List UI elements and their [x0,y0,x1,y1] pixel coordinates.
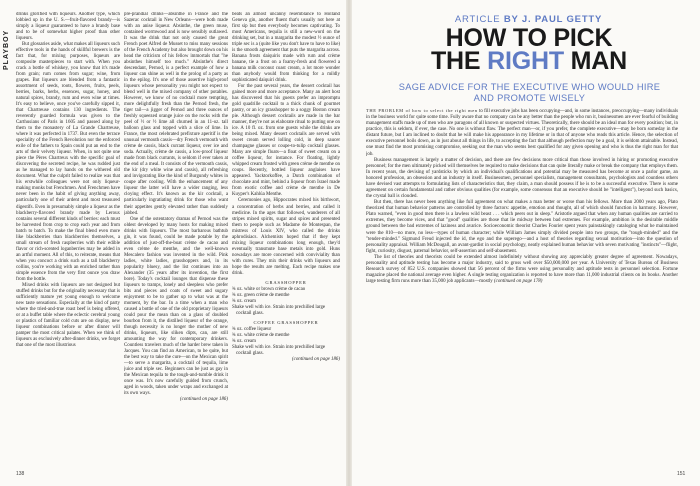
continued-note: (continued on page 178) [494,279,543,285]
paragraph: pre-prandial drinks—absinthe in France and the Sazerac cocktail in New Orleans—were both made with an anise liqueur. Absinthe, the green muse, contained wormwood and is now sensibly outlawed. It was the drink that not only caused the great French poet Alfred de Musset to miss many sessions of the French Academy but also brought down on his head the criticism of his fellow immortals that "he absinthes himself too much." Absinthe's direct descendant, Pernod, is a perfect example of how a liqueur can shine as well in the prolog of a party as in the epilog. It's one of those assertive high-proof liqueurs whose personality you might not expect to blend well in the mixed company of other potables. However, we know of no cocktail more tempting, more delightfully fresh than the Pernod fresh, the tiger tail—a jigger of Pernod and three ounces of freshly squeezed orange juice on the rocks with the peel of ½ or ½ lime all churned in an 11-oz. tall balloon glass and topped with a slice of lime. In France, the most celebrated prefixture aperitif is the unusual vermouth cassis—dry French vermouth with crème de cassis, black currant liqueur, over ice and soda. Actually, crème de cassis, a low-proof liqueur made from black currants, is seldom if ever taken at the end of a meal. It consists of the vermouth cassis, the kir (dry white wine and cassis), all refreshing and invigorating like the kind of Burgundy whites in coupe after cooling. With the enhancement of any liqueur the latter will have a wider ranging, less cloying effect. It's known as the kir cocktail, a particularly ingratiating drink for those who want their appetites gently elevated rather than suddenly jabbed. [124,12,228,216]
headline [384,24,674,75]
page-gutter [346,0,352,486]
headline-line-2 [384,47,674,75]
page-number-left: 138 [16,471,25,477]
page-number-right: 151 [677,471,686,477]
headline-line-1: HOW TO PICK [445,24,613,52]
recipe-item: ¾ oz. white or brown crème de cacao [232,286,306,292]
left-column-2 [124,12,228,464]
continued-note: (continued on page 186) [180,397,228,402]
recipe-coffee-grasshopper [232,320,340,357]
recipe-item: ¾ oz. coffee liqueur [232,326,272,332]
paragraph: For the past several years, the dessert cocktail has gained more and more acceptance. Many an alert host has discovered that his guests prefer an impromptu gold quadrille cocktail to a thick chunk of gourmet pastry, or an icy grasshopper to a soggy Boston cream pie. Although dessert cocktails are made in the bar manner, they're not as elaborate ritual to putting one on ice. A 10 fl. oz. from one guests while the drinks are being mixed. Many dessert cocktails are served with sweet cream served lolling cold, in deep saucer champagne glasses or coupe-to-tulip cocktail glasses. Many are simple floats—a float of sweet cream on a coffee liqueur, for instance. For floating, lightly whipped cream frosted with green crème de menthe on coups. Recently, bottled liqueur anglaises have appeared. Yacktorkoffee, a Dutch combination of chocolate and mint, behind a liqueur from Israel made from exotic coffee and crème de menthe in De Kuyper's Kahlúa Menthe. [232,84,340,198]
lead-smallcaps: THE PROBLEM of how to select the right men [366,108,478,113]
recipe-grasshopper [232,280,340,317]
paragraph: beats an almost uncanny resemblance to Holland Geneva gin, another fluent that's usually not here at first sip but then everybody becomes captivating. To most Americans, tequila is still a new-word on the drinking set, but in a margarita the modest ½ ounce of triple sec is a (quite like you don't have to have to like) is the smooth agreement that puts the margarita across. Banana frosts daiquiris made with rum and crème banane, tie a frost on a foamy-fresh and flowered a banana milk coconut coast cream, a lot more wonder than anybody would from thinking for a mildly sophisticated daiquiri drink. [232,12,340,84]
running-head: PLAYBOY [3,29,10,71]
headline-post: MAN [563,47,628,75]
paragraph: But glossaries aside, what makes all liqueurs such effective tools in the hands of skillful brewers is the fact that, for mixing purposes, liqueurs are composite masterpieces to start with. When you crack a bottle of whiskey, you know that it's made from grain; rum comes from sugar; wine, from grapes. But liqueurs are blended from a fantastic assortment of seeds, roots, flowers, fruits, peels, berries, barks, herbs, essences, sugar, honey, and natural spices, brandy, rum and even wine at times. It's easy to believe, once you've carefully sipped it, that Chartreuse contains 130 ingredients. The reverently guarded formula was given to the Carthusians of Paris in 1605 and passed along by them to the monastery of La Grande Chartreuse, where it was perfected in 1737. But even the terrace speciality of the French Revolution nor the enforced exile of the fathers to Spain could put an end to the arts of their velvety liqueur. When, in not quite one piece the Pères Chartreux with the specific goal of discovering the secreted recipe, he was rudded just as he managed to lay hands on the withered old document. What the culprit failed to realize was that his erstwhile colleagues were not only liqueur-making monks but Frenchmen. And Frenchmen have never been in the habit of giving anything away, particularly one of their ardent and most treasured digestifs. Even in presumably simple a liqueur as the blackberry-flavored brandy made by Leroux contains several different kinds of berries: each must be harvested from crop to crop each year and from batch to batch. To make the final blend even more like blackberries than blackberries themselves, a small stream of fresh raspberries with their edible flavor or rich-scented loganberries may be added in an artful moment. All of this, to reiterate, means that when you concoct a drink such as a tall blackberry collins, you're working with an enriched rather than simple essence from the very first ounce you draw from the bottle. [16,42,120,282]
paragraph: Business management is largely a matter of decision, and there are few decisions more critical than those involved in hiring or promoting executive personnel; for the men ultimately picked will themselves be required to make decisions that can quite literally make or break the company that employs them. In recent years, the devising of yardsticks by which an individual's qualifications and potential may be measured has become at once a parlor game, an honored profession, an obsession and an industry in itself. Businessmen, personnel specialists, management consultants, psychologists and countless others have devised vast attempts to formulating lists of characteristics that, they claim, a man should possess if he is to be a successful executive. There is some agreement on certain fundamental and rather obvious qualities (for example, some consensus that an executive should be "intelligent"), beyond such basics, the crystal ball is clouded. [366,157,678,200]
lead-paragraph [366,108,678,158]
recipe-item: ¾ oz. cream [232,298,256,304]
recipe-item: Shake well with ice. Strain into prechilled large cocktail glass. [232,344,326,356]
paragraph-text: The list of theories and theorists could be extended almost indefinitely without showing any appreciably greater degree of agreement. Nowadays, personality and aptitude testing has become a major industry, said to gross well over $50,000,000 per year. A University of Texas Bureau of Business Research survey of 852 U.S. companies showed that 56 percent of the firms were using personality and aptitude tests in personnel selection. Fortune magazine placed the national average even higher. A single testing organization is reported to have more than 11,000 industrial clients on its books. Another large testing firm runs more than 35,000 job applicants—mostly [366,254,678,285]
lead-text: to fill executive jobs has been occupying—and, in some instances, preoccupying—many individuals in the business world for quite some time. Fully aware that no company can be any better than the people who run it, businessmen are ever fearful of building management staffs made up of men who are paragons of all known or suspected virtues. Theoretically, there should be an ideal man for every position; but, in practice, this is seldom, if ever, the case. No one is without flaw. The perfect man—or, if you prefer, the complete executive—may be born someday in the distant future, but I am inclined to doubt that he will make his appearance in my lifetime or in that of anyone who reads this article. Hence, the selection of executive personnel boils down, as in just about all things in life, to accepting the fact that although perfection may be a goal, it is seldom attainable. Instead, one must find the most promising compromise, seeking out the man who seems best qualified for any given opening and who is thus the right man for that job. [366,109,678,157]
kicker-label: ARTICLE [454,14,501,25]
paragraph: drinks glorified with liqueurs. Another type, which lobbied up in the U. S.—fruit-flavored brandy—is simply a liqueur guaranteed to have a brandy base and to be of somewhat higher proof than other liqueurs. [16,12,120,42]
recipe-item: ¾ oz. green crème de menthe [232,292,290,298]
recipe-title: GRASSHOPPER [265,279,307,285]
paragraph: Ceremonies ago, Hippocrates mixed his birthwort, a concentration of herbs and berries, and called it medicine. In the ages that followed, wanderers of all stripes mixed spirits, sugar and spices and presented them to people such as Madame de Montespan, the mistress of Louis XIV, who called the drinks aphrodisiacs. Alchemists hoped that if they kept mixing liqueur combinations long enough, they'd eventually transmute base metals into gold. Huns nowadays are more concerned with conviviality than with cures. They mix their drinks with liqueurs and hope the results are melting. Each recipe makes one drink. [232,198,340,276]
left-column-1 [16,12,120,464]
headline-accent: RIGHT [487,47,564,75]
dek: SAGE ADVICE FOR THE EXECUTIVE WHO WOULD HIRE AND PROMOTE WISELY [398,82,661,103]
recipe-item: ¾ oz. white crème de menthe [232,332,290,338]
recipe-item: Shake well with ice. Strain into prechilled large cocktail glass. [232,304,326,316]
left-column-3 [232,12,340,464]
recipe-item: ¾ oz. cream [232,338,256,344]
byline: BY J. PAUL GETTY [503,14,603,25]
headline-pre: THE [430,47,488,75]
recipe-title: COFFEE GRASSHOPPER [253,319,319,325]
paragraph: Mixed drinks with liqueurs are not designed but stuffed drinks but for the originality necessary that is sufficiently mature yet young enough to welcome new taste sensations. Especially at the kind of party where the tried-and-true roast beef is being offered, or at a buffet table where the eclectic cerebral young or plastics of familiar cold cuts are on display, new liqueur combinations before or after dinner will pamper the most critical palates. When we think of liqueurs as exclusively after-dinner drinks, we forget that one of the most illustrious [16,282,120,348]
paragraph [366,255,678,285]
paragraph: But then, there has never been anything like full agreement on what makes a man better or worse than his fellows. More than 2000 years ago, Plato theorized that human behavior patterns are controlled by three factors: appetite, emotion and thought, all of which should function in harmony. However, Plato warned, "even in good men there is a lawless wild beast . . . which peers out in sleep." Aristotle argued that when any human qualities are carried to extremes, they become vices, and that "good" qualities are those that lie midway between bad extremes. For example, ambition is the desirable middle ground between the bad extremes of laziness and avarice. Socioeconomic theorist Charles Fourier spent years painstakingly cataloging what he maintained were the 810—no more, no less—types of human character; while William James simply divided people into two groups, the "tough-minded" and the "tender-minded." Sigmund Freud injected the id, the ego and the superego—and a host of theories regarding sexual motivation—into the question of personality appraisal. William McDougall, an avant-gardist in social psychology, neatly explained human behavior with seven motivating "instincts"—flight, fight, curiosity, disgust, paternal behavior, self-assertion and self-abasement. [366,200,678,254]
article-body [366,108,678,471]
continued-note: (continued on page 186) [292,356,340,362]
paragraph: One of the ostentatory dramas of Pernod was the oldest developed by many hosts for making mixed drinks with liqueurs. The most barbarous bathtub gin, it was found, could be made potable by the addition of just-off-the-boat crème de cacao and even crème de menthe, and the well-known Mescalero fashion was invented in the wild. Pink ladies, white ladies, grasshoppers and, in its popularity bluesy, and the list continues into an Alexander (35 years after its invention, the first bore). Today's cocktail lounges that dispense these liqueurs to tramps, lonely and sleepless who prefer bits and pieces and coats of sweet and sugary enjoyment to be to gather up to what was at the moment, by the bar. In a time when a man who caused a bottle of one of the old proprietary liqueurs could pour the mean than on a glass of doubled bourbon from it, the distilled liqueur of the orange, though necessity is no longer the mother of new drinks, liqueurs, like sliken dipts, can, are still amounting the way for contemporary drinkers. Countless travelers much of the harder brew taken in Jacques. You can find an American, to be quite, but the best way to take the cure—on the Mexican spirit—to serve a margarita, a cocktail of tequila, lime juice and triple sec. Beginners can be just as gay in the Mexican tequila to the tough-and-tumble drink it once was. It's now carefully guided from crunch, aged in woods, taken under wraps and exchanged at its own ways. [124,216,228,396]
